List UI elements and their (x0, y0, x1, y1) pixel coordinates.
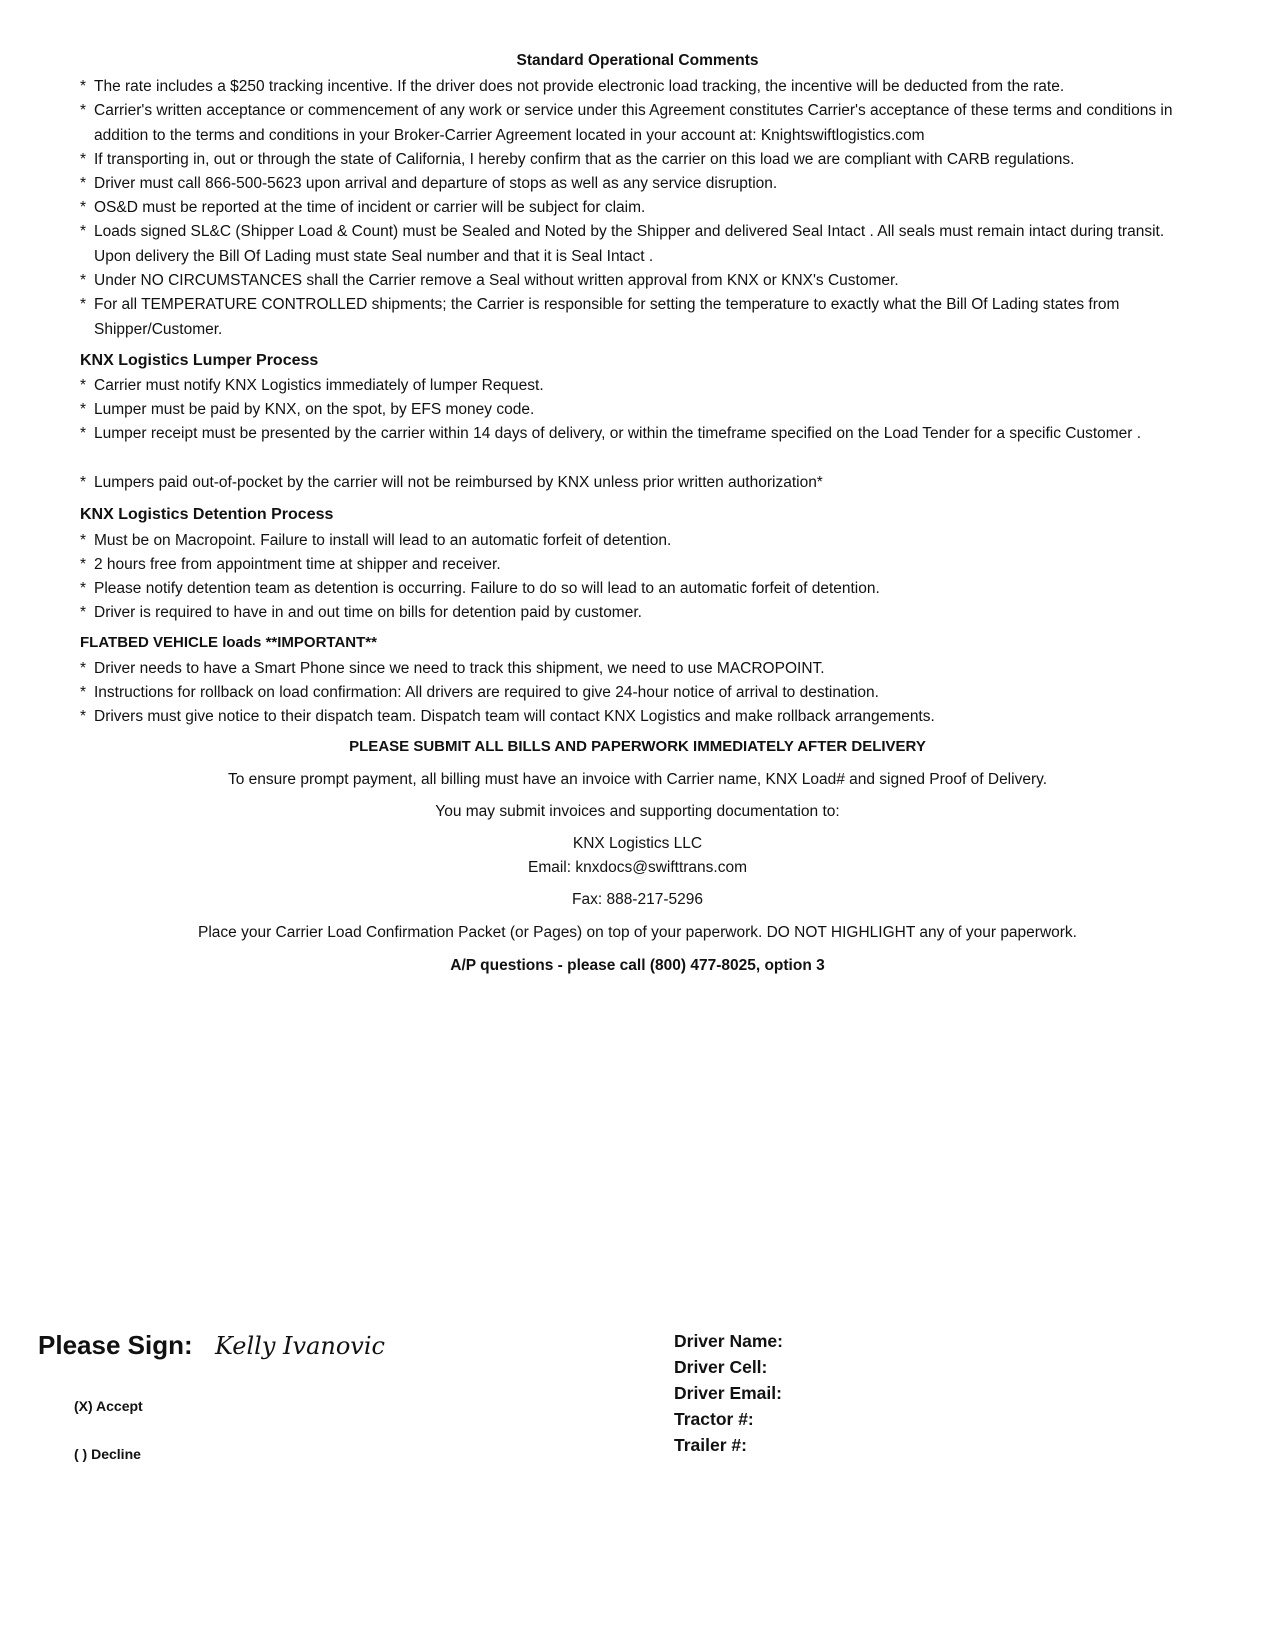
signature: Kelly Ivanovic (215, 1332, 385, 1360)
flatbed-section-title: FLATBED VEHICLE loads **IMPORTANT** (80, 634, 377, 651)
billing-prompt: To ensure prompt payment, all billing must have an invoice with Carrier name, KNX Load# and signed Proof of Delivery. (227, 771, 1048, 788)
decline-option: ( ) Decline (74, 1446, 141, 1462)
lumper-section-title: KNX Logistics Lumper Process (80, 352, 319, 369)
detention-item: * Driver is required to have in and out time on bills for detention paid by customer. (80, 604, 642, 621)
standard-comment-item: * If transporting in, out or through the state of California, I hereby confirm that as the carrier on this load we are compliant with CARB regulations. (80, 151, 1075, 168)
driver-name-label: Driver Name: (674, 1331, 783, 1351)
billing-fax: Fax: 888-217-5296 (572, 891, 703, 908)
driver-cell-label: Driver Cell: (674, 1357, 768, 1377)
tractor-label: Tractor #: (674, 1409, 754, 1429)
standard-comment-item: * Carrier's written acceptance or commencement of any work or service under this Agreement constitutes Carrier's acceptance of these terms and conditions in addition to the terms and conditions in your Broker-Carrier Agreement located in your account at: Knightswiftlogistics.com (80, 102, 1173, 144)
detention-section-title: KNX Logistics Detention Process (80, 506, 334, 523)
billing-heading: PLEASE SUBMIT ALL BILLS AND PAPERWORK IMMEDIATELY AFTER DELIVERY (349, 738, 926, 755)
detention-item: * Please notify detention team as detention is occurring. Failure to do so will lead to an automatic forfeit of detention. (80, 580, 880, 597)
accept-option: (X) Accept (74, 1398, 143, 1414)
flatbed-item: * Drivers must give notice to their dispatch team. Dispatch team will contact KNX Logistics and make rollback arrangements. (80, 708, 935, 725)
standard-comments-header: Standard Operational Comments (516, 52, 759, 69)
flatbed-item: * Instructions for rollback on load confirmation: All drivers are required to give 24-hour notice of arrival to destination. (80, 684, 879, 701)
lumper-item: * Lumpers paid out-of-pocket by the carrier will not be reimbursed by KNX unless prior written authorization* (80, 474, 823, 491)
billing-placement-note: Place your Carrier Load Confirmation Packet (or Pages) on top of your paperwork. DO NOT HIGHLIGHT any of your paperwork. (198, 924, 1077, 941)
trailer-label: Trailer #: (674, 1435, 747, 1455)
flatbed-item: * Driver needs to have a Smart Phone since we need to track this shipment, we need to use MACROPOINT. (80, 660, 825, 677)
lumper-item: * Lumper must be paid by KNX, on the spot, by EFS money code. (80, 401, 535, 418)
lumper-item: * Lumper receipt must be presented by the carrier within 14 days of delivery, or within the timeframe specified on the Load Tender for a specific Customer . (80, 425, 1142, 442)
lumper-item: * Carrier must notify KNX Logistics immediately of lumper Request. (80, 377, 544, 394)
standard-comment-item: * Under NO CIRCUMSTANCES shall the Carrier remove a Seal without written approval from KNX or KNX's Customer. (80, 272, 899, 289)
detention-item: * Must be on Macropoint. Failure to install will lead to an automatic forfeit of detention. (80, 532, 672, 549)
ap-questions: A/P questions - please call (800) 477-8025, option 3 (450, 957, 825, 974)
billing-company: KNX Logistics LLC (572, 835, 703, 852)
standard-comment-item: * Driver must call 866-500-5623 upon arrival and departure of stops as well as any service disruption. (80, 175, 778, 192)
driver-email-label: Driver Email: (674, 1383, 782, 1403)
standard-comment-item: * Loads signed SL&C (Shipper Load & Count) must be Sealed and Noted by the Shipper and delivered Seal Intact . All seals must remain intact during transit. Upon delivery the Bill Of Lading must state Seal number and that it is Seal Intact . (80, 223, 1165, 265)
please-sign-label: Please Sign: (38, 1330, 193, 1360)
standard-comment-item: * For all TEMPERATURE CONTROLLED shipments; the Carrier is responsible for setting the temperature to exactly what the Bill Of Lading states from Shipper/Customer. (80, 296, 1120, 338)
standard-comment-item: * OS&D must be reported at the time of incident or carrier will be subject for claim. (80, 199, 646, 216)
billing-email: Email: knxdocs@swifttrans.com (527, 859, 747, 876)
billing-submit-text: You may submit invoices and supporting documentation to: (435, 803, 840, 820)
standard-comment-item: * The rate includes a $250 tracking incentive. If the driver does not provide electronic load tracking, the incentive will be deducted from the rate. (80, 78, 1065, 95)
detention-item: * 2 hours free from appointment time at shipper and receiver. (80, 556, 501, 573)
